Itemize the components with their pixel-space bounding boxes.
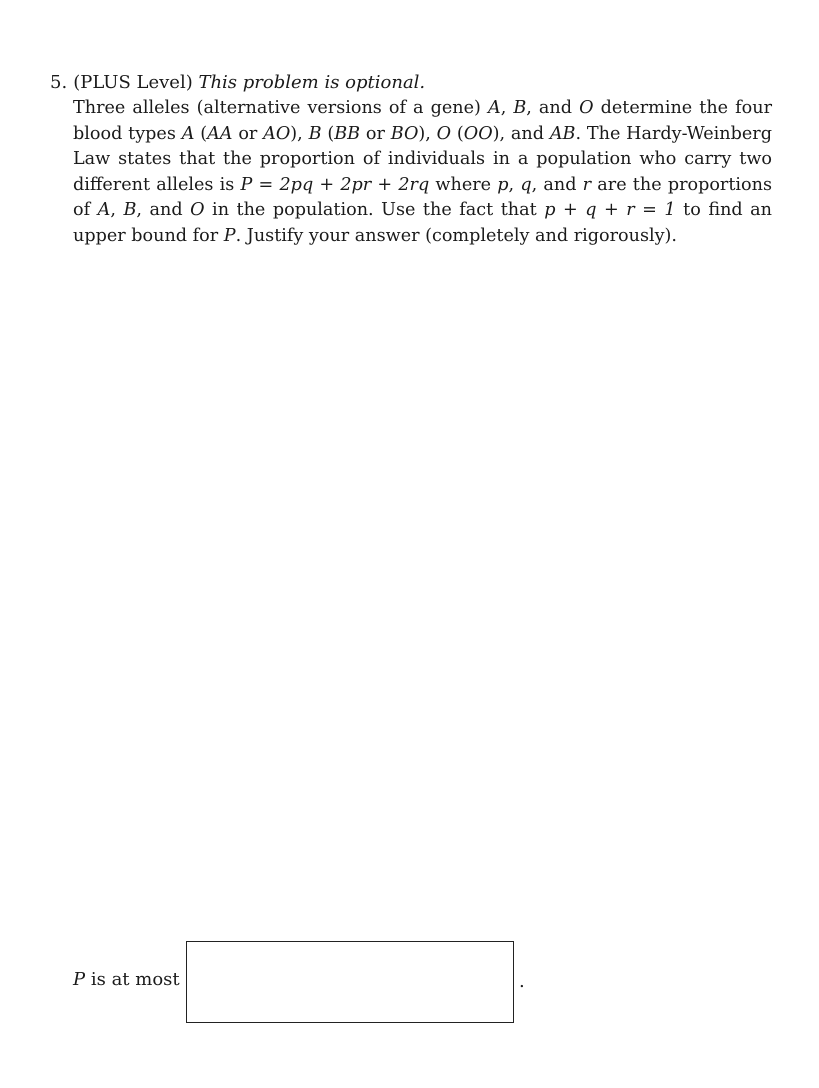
statement-text: . Justify your answer (completely and rigorously).	[235, 225, 678, 246]
math-var: A	[181, 123, 195, 144]
statement-text: (	[451, 123, 464, 144]
math-var: P	[223, 225, 236, 246]
math-var: A	[487, 98, 501, 118]
math-var: AO	[263, 123, 291, 144]
math-var: O	[436, 123, 452, 144]
problem-header	[50, 70, 772, 95]
statement-text: ,	[508, 174, 521, 195]
statement-text: (	[321, 123, 335, 144]
math-var: O	[579, 98, 594, 118]
statement-text: in the population. Use the fact that	[204, 200, 545, 220]
statement-text: ),	[418, 123, 437, 144]
math-var: p	[497, 174, 509, 195]
problem-statement	[73, 96, 772, 249]
answer-label-text: is at most	[85, 969, 180, 990]
statement-text: ),	[290, 123, 309, 144]
problem-number: 5.	[50, 72, 68, 93]
statement-text: , and	[531, 174, 583, 195]
statement-text: . The Hardy-Weinberg Law states that the proportion of individuals in a population who carry two different alleles is	[73, 123, 772, 195]
statement-text: , and	[136, 200, 191, 220]
optional-note: This problem is optional.	[198, 72, 426, 93]
statement-text: are the proportions of	[73, 174, 772, 220]
statement-text: ,	[110, 200, 124, 220]
math-var: B	[513, 98, 527, 118]
math-var: OO	[463, 123, 493, 144]
math-var: B	[123, 200, 137, 220]
answer-period: .	[519, 971, 525, 992]
constraint-formula: p + q + r = 1	[544, 200, 676, 220]
answer-box[interactable]	[186, 941, 514, 1023]
math-var: B	[308, 123, 322, 144]
statement-text: Three alleles (alternative versions of a gene)	[73, 98, 488, 118]
math-var: r	[582, 174, 592, 195]
math-var: AB	[549, 123, 576, 144]
math-var: BB	[334, 123, 361, 144]
math-var: AA	[207, 123, 233, 144]
statement-text: or	[232, 123, 264, 144]
math-var: q	[520, 174, 532, 195]
answer-row	[73, 941, 543, 1023]
statement-text: ), and	[492, 123, 550, 144]
statement-text: or	[360, 123, 391, 144]
statement-text: , and	[526, 98, 580, 118]
statement-text: determine the four blood types	[73, 98, 773, 144]
math-var: BO	[390, 123, 419, 144]
statement-text: ,	[500, 98, 514, 118]
statement-text: where	[429, 174, 498, 195]
problem-5	[50, 70, 772, 249]
hardy-weinberg-formula: P = 2pq + 2pr + 2rq	[240, 174, 430, 195]
statement-text: to find an upper bound for	[73, 200, 772, 246]
math-var: A	[97, 200, 111, 220]
answer-variable: P	[73, 969, 86, 990]
statement-text: (	[194, 123, 208, 144]
problem-level: (PLUS Level)	[73, 72, 193, 93]
answer-label	[73, 969, 180, 991]
math-var: O	[190, 200, 205, 220]
